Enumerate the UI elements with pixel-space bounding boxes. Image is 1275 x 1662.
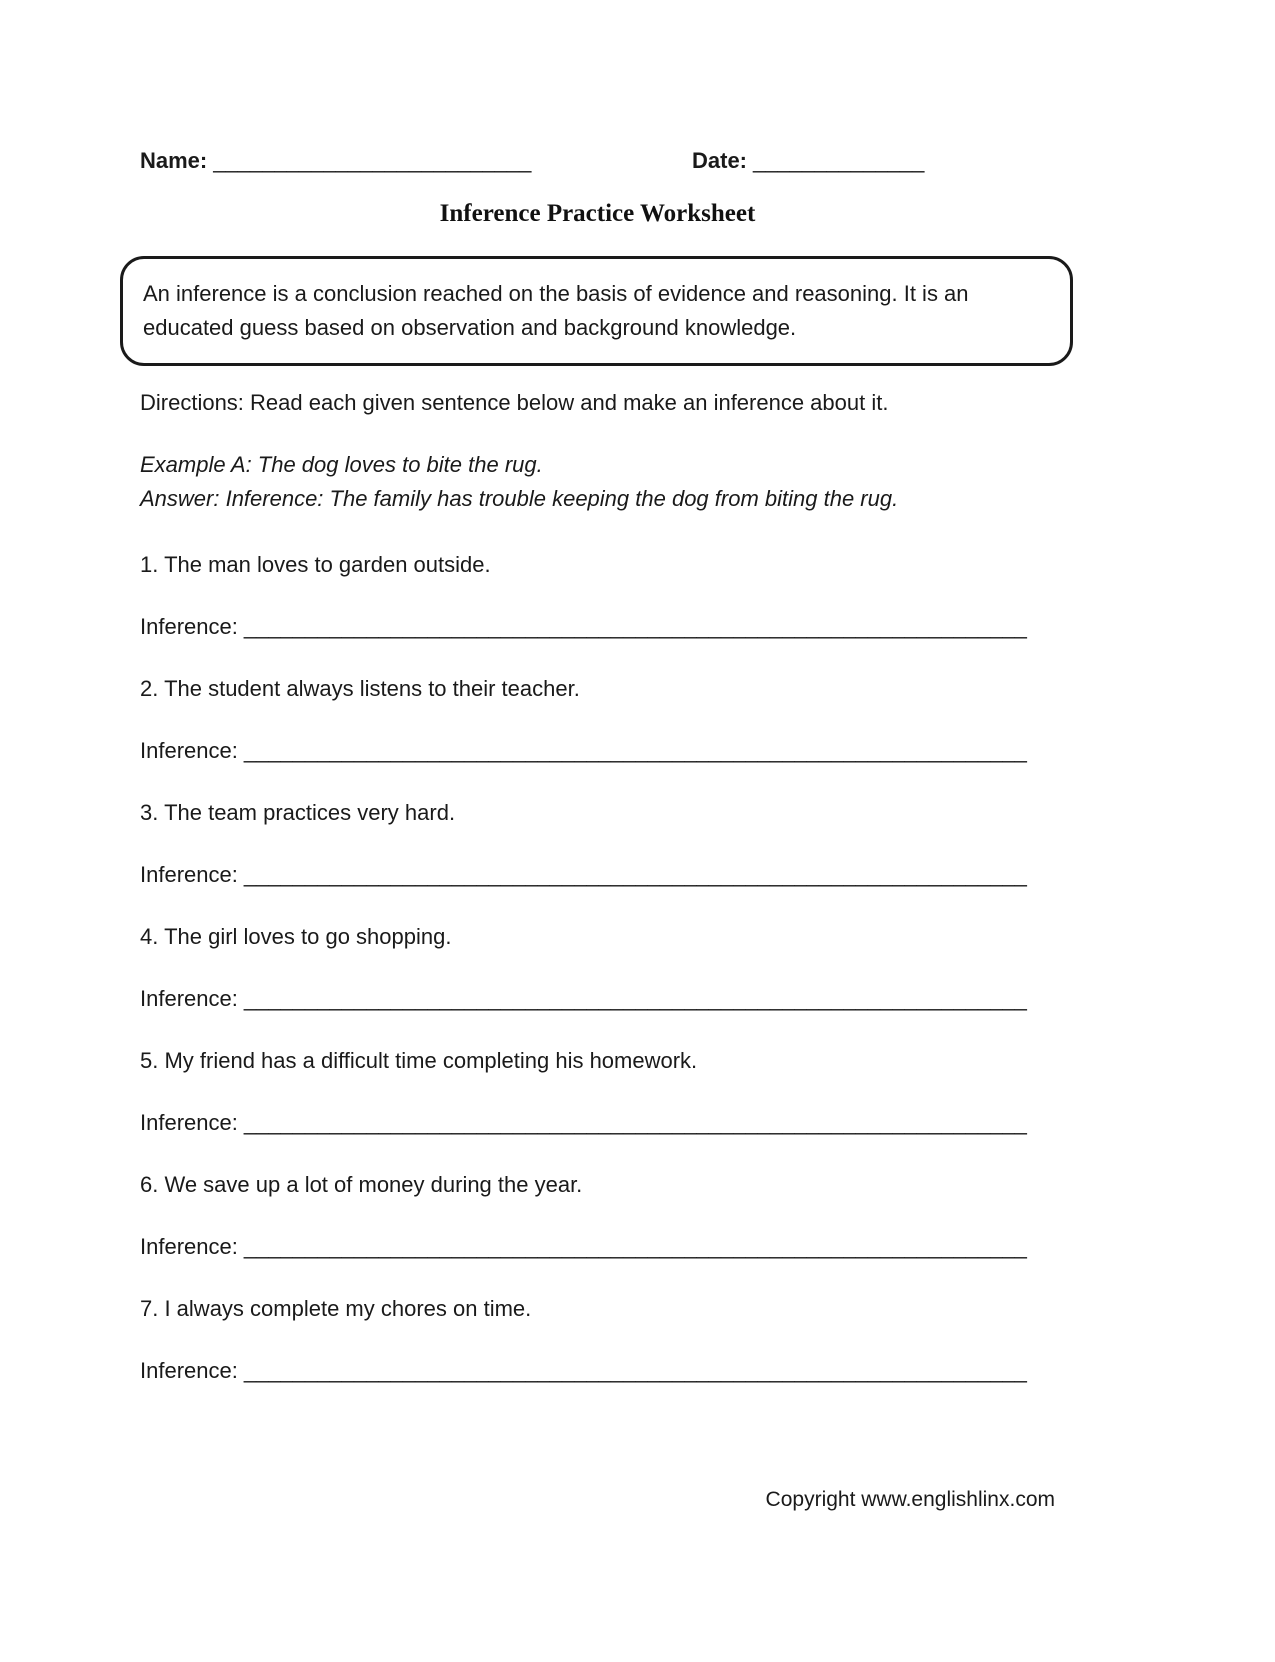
inference-line <box>140 1358 1055 1384</box>
copyright-text: Copyright www.englishlinx.com <box>765 1488 1055 1512</box>
inference-line <box>140 614 1055 640</box>
date-label: Date: <box>692 148 748 173</box>
item-sentence: 1. The man loves to garden outside. <box>140 552 491 578</box>
name-blank-line: __________________________ <box>213 148 532 173</box>
item-sentence: 6. We save up a lot of money during the year. <box>140 1172 583 1198</box>
inference-blank-line: ________________________________________________________________ <box>243 1358 1027 1384</box>
date-field <box>692 148 924 174</box>
example-answer: Answer: Inference: The family has trouble keeping the dog from biting the rug. <box>140 486 899 512</box>
inference-blank-line: ________________________________________________________________ <box>243 1234 1027 1260</box>
page-title: Inference Practice Worksheet <box>439 200 756 227</box>
inference-label: Inference: <box>140 862 238 888</box>
inference-line <box>140 738 1055 764</box>
item-6 <box>140 1172 1055 1260</box>
item-5 <box>140 1048 1055 1136</box>
definition-box: An inference is a conclusion reached on the basis of evidence and reasoning. It is an educated guess based on observation and background knowledge. <box>120 256 1073 366</box>
item-sentence: 2. The student always listens to their teacher. <box>140 676 580 702</box>
item-1 <box>140 552 1055 640</box>
inference-line <box>140 862 1055 888</box>
inference-blank-line: ________________________________________________________________ <box>243 614 1027 640</box>
item-4 <box>140 924 1055 1012</box>
inference-label: Inference: <box>140 1110 238 1136</box>
footer <box>140 1488 1055 1512</box>
inference-blank-line: ________________________________________________________________ <box>243 738 1027 764</box>
inference-label: Inference: <box>140 986 238 1012</box>
directions-text: Directions: Read each given sentence below and make an inference about it. <box>140 390 889 416</box>
inference-blank-line: ________________________________________________________________ <box>243 862 1027 888</box>
item-3 <box>140 800 1055 888</box>
inference-line <box>140 986 1055 1012</box>
inference-blank-line: ________________________________________________________________ <box>243 986 1027 1012</box>
inference-line <box>140 1110 1055 1136</box>
inference-label: Inference: <box>140 614 238 640</box>
item-sentence: 4. The girl loves to go shopping. <box>140 924 452 950</box>
example-sentence: Example A: The dog loves to bite the rug. <box>140 452 543 478</box>
inference-blank-line: ________________________________________________________________ <box>243 1110 1027 1136</box>
inference-line <box>140 1234 1055 1260</box>
example-block <box>140 448 1055 516</box>
item-sentence: 3. The team practices very hard. <box>140 800 456 826</box>
name-label: Name: <box>140 148 208 173</box>
inference-label: Inference: <box>140 1358 238 1384</box>
item-7 <box>140 1296 1055 1384</box>
date-blank-line: ______________ <box>753 148 925 173</box>
inference-label: Inference: <box>140 738 238 764</box>
header-row <box>140 148 1055 174</box>
item-sentence: 5. My friend has a difficult time completing his homework. <box>140 1048 698 1074</box>
item-sentence: 7. I always complete my chores on time. <box>140 1296 532 1322</box>
item-2 <box>140 676 1055 764</box>
inference-label: Inference: <box>140 1234 238 1260</box>
name-field <box>140 148 692 174</box>
